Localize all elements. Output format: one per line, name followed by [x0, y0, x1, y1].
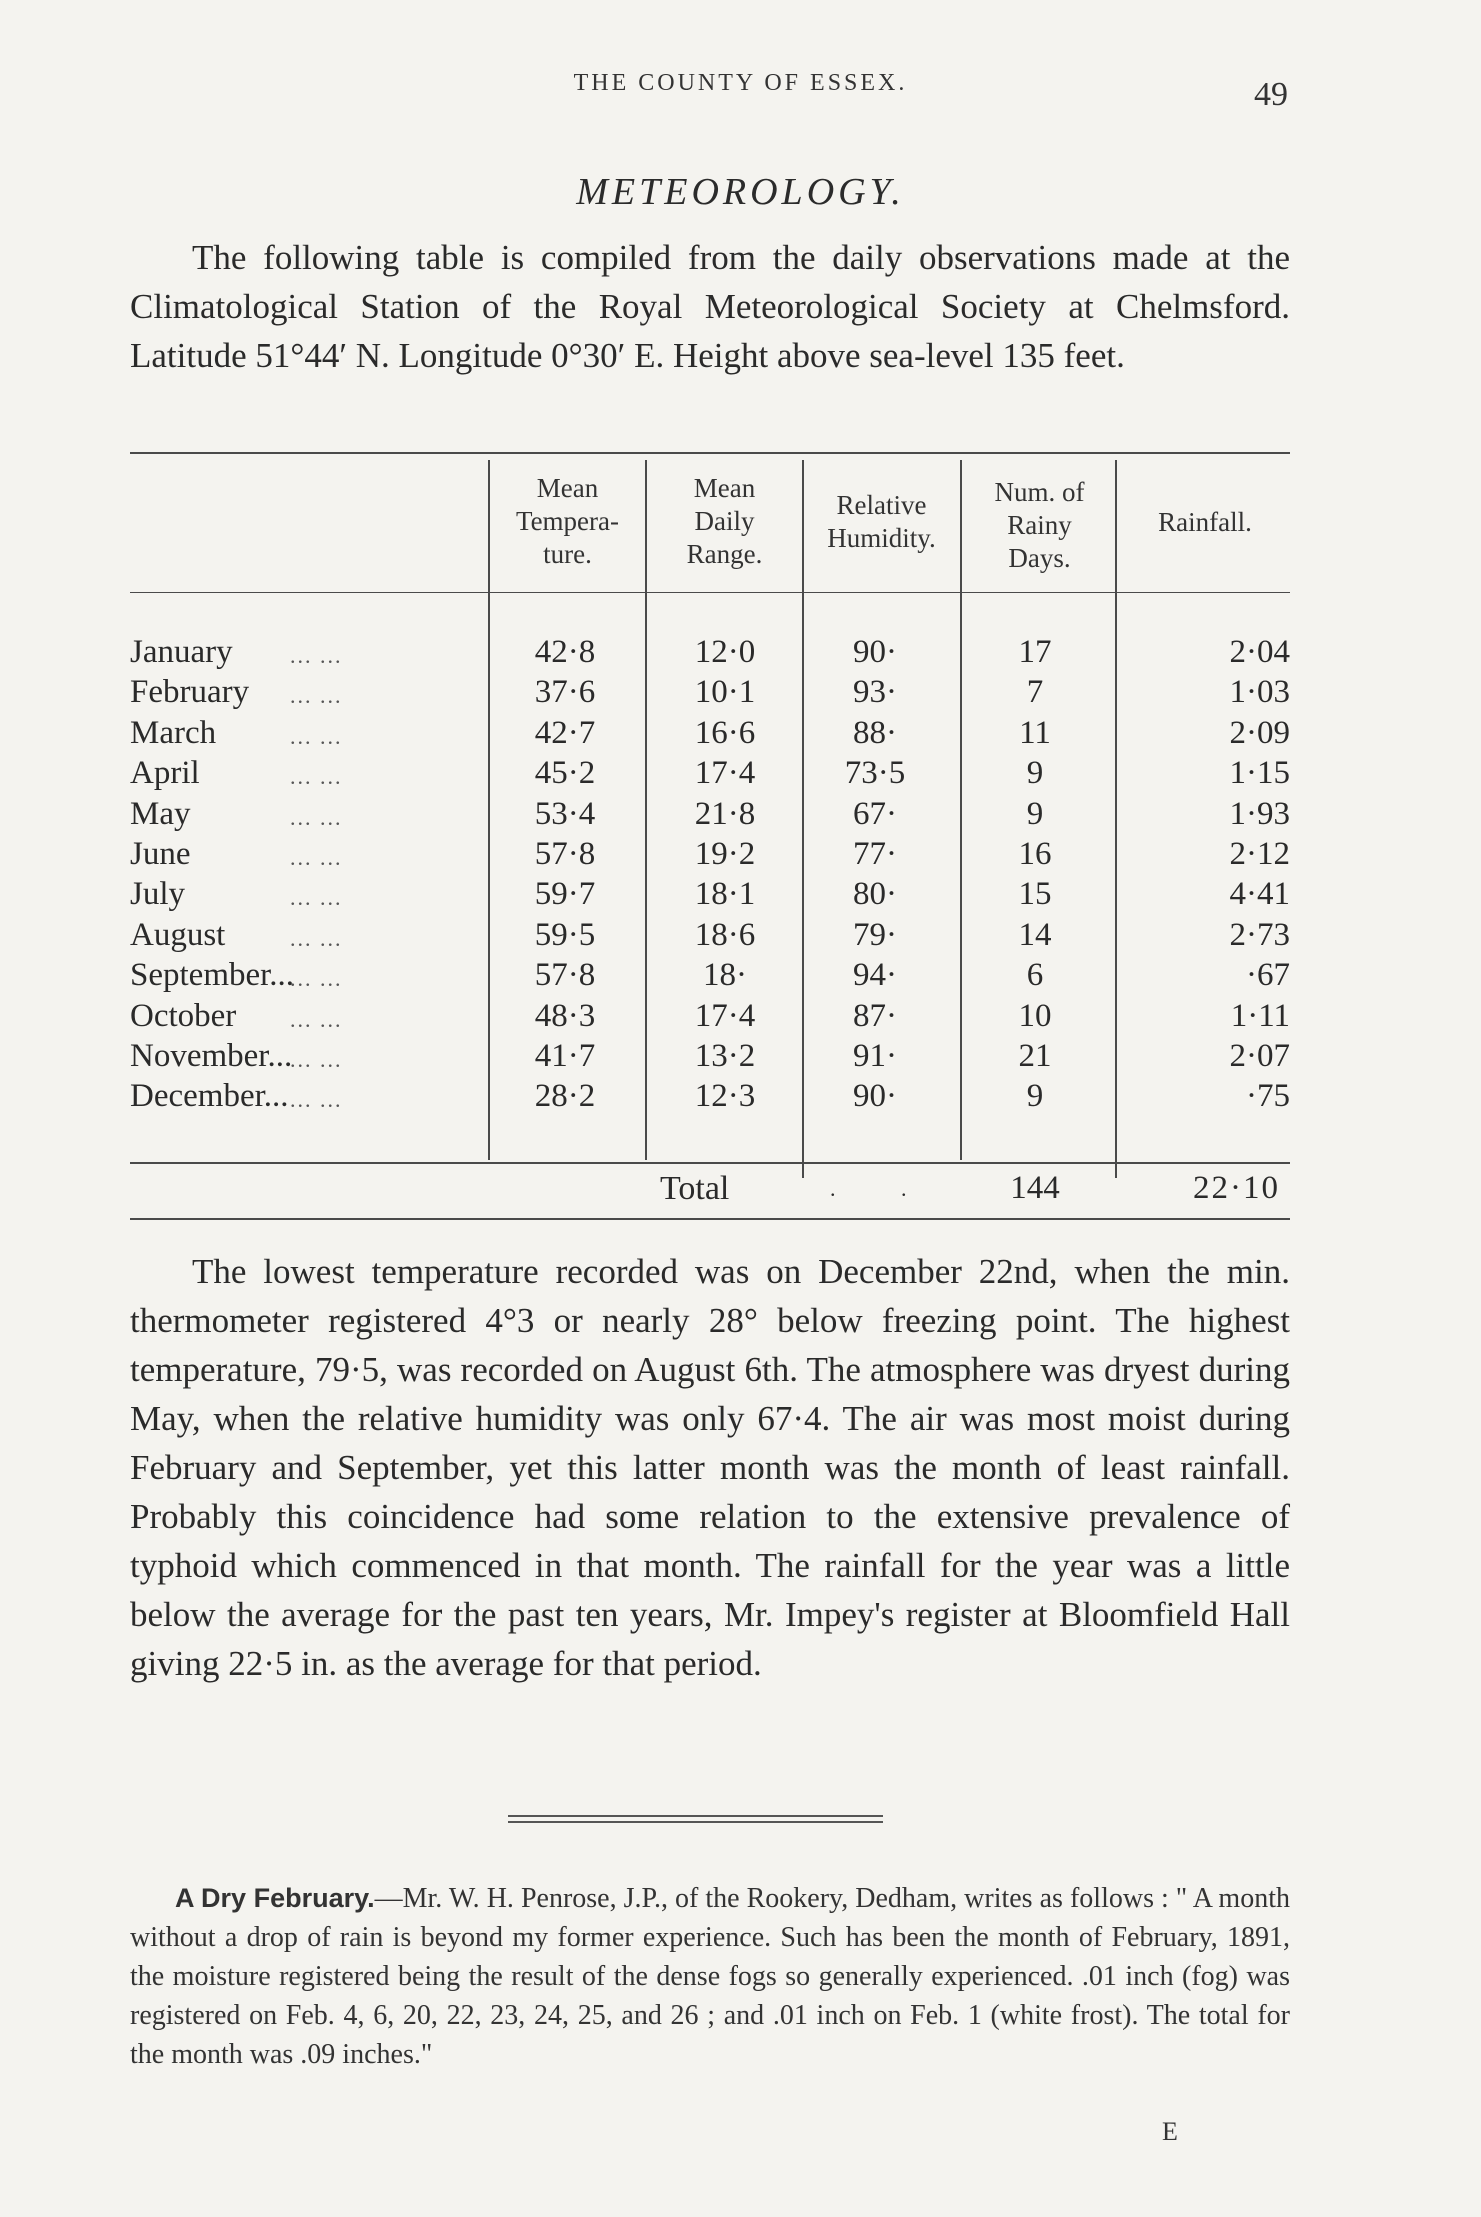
daily-range-cell: 18·1	[694, 876, 756, 913]
rainy-days-cell: 11	[1019, 714, 1051, 751]
header-rainfall: Rainfall.	[1158, 507, 1252, 537]
rainy-days-cell: 21	[1018, 1037, 1052, 1074]
humidity-cell: 90·	[853, 634, 897, 670]
total-label: Total	[660, 1170, 730, 1207]
ornamental-rule	[508, 1815, 883, 1817]
footnote-lead: A Dry February.	[175, 1883, 375, 1913]
leader-dots: ... ...	[290, 643, 343, 668]
table-top-rule	[130, 452, 1290, 454]
leader-dots: ... ...	[290, 683, 343, 709]
rainfall-cell: 2·73	[1229, 916, 1290, 953]
mean-temperature-cell: 42·7	[534, 714, 596, 751]
page-number: 49	[1254, 76, 1288, 113]
table-row	[130, 672, 1290, 712]
daily-range-cell: 10·1	[694, 674, 756, 711]
total-dots: . .	[830, 1176, 937, 1201]
mean-temperature-cell: 57·8	[534, 957, 596, 994]
total-rainfall: 22·10	[1193, 1170, 1280, 1206]
rainfall-cell: 1·03	[1229, 674, 1290, 711]
leader-dots: ... ...	[290, 844, 343, 870]
humidity-cell: 91·	[853, 1037, 897, 1074]
table-row	[130, 996, 1290, 1036]
rainy-days-cell: 6	[1026, 957, 1044, 994]
leader-dots: ... ...	[290, 966, 343, 992]
humidity-cell: 93·	[853, 674, 897, 711]
month-cell: July	[130, 876, 186, 913]
humidity-cell: 73·5	[844, 755, 906, 792]
leader-dots: ... ...	[290, 1006, 343, 1032]
rainy-days-cell: 15	[1018, 876, 1052, 913]
rainfall-cell: ·75	[1246, 1078, 1290, 1115]
table-row	[130, 1076, 1290, 1116]
month-cell: December...	[130, 1078, 289, 1115]
month-cell: June	[130, 835, 191, 872]
mean-temperature-cell: 41·7	[534, 1037, 596, 1074]
total-row	[130, 1170, 1290, 1210]
humidity-cell: 88·	[853, 714, 897, 751]
daily-range-cell: 21·8	[694, 795, 756, 832]
daily-range-cell: 16·6	[694, 714, 756, 751]
rainy-days-cell: 9	[1026, 1078, 1044, 1115]
leader-dots: ... ...	[290, 1046, 343, 1072]
rainy-days-cell: 10	[1018, 997, 1052, 1034]
month-cell: November...	[130, 1037, 293, 1074]
header-rainy-days: Num. of Rainy Days.	[994, 477, 1085, 573]
daily-range-cell: 17·4	[694, 755, 756, 792]
header-relative-humidity: Relative Humidity.	[827, 490, 936, 553]
humidity-cell: 94·	[853, 957, 897, 994]
mean-temperature-cell: 59·7	[534, 876, 596, 913]
header-mean-daily-range: Mean Daily Range.	[686, 473, 763, 569]
mean-temperature-cell: 57·8	[534, 835, 596, 872]
rainfall-cell: ·67	[1246, 957, 1290, 994]
month-cell: September...	[130, 957, 295, 994]
rainfall-cell: 2·07	[1229, 1037, 1290, 1074]
footnote-text: —Mr. W. H. Penrose, J.P., of the Rookery, Dedham, writes as follows : " A month without a drop of rain is beyond my former experience. Such has been the month of February, 1891, the moisture registered being the result of the dense fogs so generally experienced. .01 inch (fog) was registered on Feb. 4, 6, 20, 22, 23, 24, 25, and 26 ; and .01 inch on Feb. 1 (white frost). The total for the month was .09 inches."	[130, 1883, 1290, 2070]
mean-temperature-cell: 42·8	[534, 634, 596, 670]
leader-dots: ... ...	[290, 764, 343, 790]
rainfall-cell: 2·04	[1229, 634, 1290, 670]
leader-dots: ... ...	[290, 925, 343, 951]
daily-range-cell: 18·	[703, 957, 747, 994]
month-cell: February	[130, 674, 250, 711]
humidity-cell: 90·	[853, 1078, 897, 1115]
table-row	[130, 955, 1290, 995]
humidity-cell: 87·	[853, 997, 897, 1034]
humidity-cell: 67·	[853, 795, 897, 832]
leader-dots: ... ...	[290, 723, 343, 749]
month-cell: May	[130, 795, 191, 832]
ornamental-rule	[508, 1821, 883, 1823]
mean-temperature-cell: 48·3	[534, 997, 596, 1034]
humidity-cell: 80·	[853, 876, 897, 913]
table-row	[130, 834, 1290, 874]
month-cell: March	[130, 714, 217, 751]
table-body	[130, 632, 1290, 1117]
rainfall-cell: 1·93	[1229, 795, 1290, 832]
header-mean-temperature: Mean Tempera- ture.	[515, 473, 620, 569]
signature-mark: E	[1162, 2117, 1178, 2146]
rainfall-cell: 2·12	[1229, 835, 1290, 872]
rainy-days-cell: 9	[1026, 795, 1044, 832]
daily-range-cell: 19·2	[694, 835, 756, 872]
humidity-cell: 77·	[853, 835, 897, 872]
rainy-days-cell: 7	[1026, 674, 1044, 711]
table-row	[130, 874, 1290, 914]
table-bottom-rule	[130, 1218, 1290, 1220]
rainy-days-cell: 14	[1018, 916, 1052, 953]
table-row	[130, 915, 1290, 955]
rainy-days-cell: 17	[1018, 634, 1052, 670]
daily-range-cell: 12·3	[694, 1078, 756, 1115]
mean-temperature-cell: 45·2	[534, 755, 596, 792]
total-rainy-days: 144	[1010, 1170, 1060, 1206]
mean-temperature-cell: 59·5	[534, 916, 596, 953]
daily-range-cell: 13·2	[694, 1037, 756, 1074]
rainfall-cell: 4·41	[1229, 876, 1290, 913]
month-cell: January	[130, 634, 233, 670]
mean-temperature-cell: 53·4	[534, 795, 596, 832]
leader-dots: ... ...	[290, 885, 343, 911]
summary-paragraph: The lowest temperature recorded was on December 22nd, when the min. thermometer registered 4°3 or nearly 28° below freezing point. The highest temperature, 79·5, was recorded on August 6th. The atmosphere was dryest during May, when the relative humidity was only 67·4. The air was most moist during February and September, yet this latter month was the month of least rainfall. Probably this coincidence had some relation to the extensive prevalence of typhoid which commenced in that month. The rainfall for the year was a little below the average for the past ten years, Mr. Impey's register at Bloomfield Hall giving 22·5 in. as the average for that period.	[130, 1252, 1290, 1683]
running-head: THE COUNTY OF ESSEX.	[573, 70, 908, 96]
rainy-days-cell: 16	[1018, 835, 1052, 872]
daily-range-cell: 17·4	[694, 997, 756, 1034]
rainfall-cell: 1·15	[1229, 755, 1290, 792]
rainy-days-cell: 9	[1026, 755, 1044, 792]
intro-paragraph: The following table is compiled from the daily observations made at the Climatological Station of the Royal Meteorological Society at Chelmsford. Latitude 51°44′ N. Longitude 0°30′ E. Height above sea-level 135 feet.	[130, 238, 1290, 375]
mean-temperature-cell: 37·6	[534, 674, 596, 711]
meteorology-table	[130, 452, 1290, 1222]
month-cell: October	[130, 997, 237, 1034]
month-cell: August	[130, 916, 226, 953]
rainfall-cell: 2·09	[1229, 714, 1290, 751]
rainfall-cell: 1·11	[1230, 997, 1290, 1034]
footnote	[130, 1879, 1290, 2074]
table-row	[130, 713, 1290, 753]
leader-dots: ... ...	[290, 1087, 343, 1113]
daily-range-cell: 18·6	[694, 916, 756, 953]
leader-dots: ... ...	[290, 804, 343, 830]
month-cell: April	[130, 755, 200, 792]
table-row	[130, 1036, 1290, 1076]
table-row	[130, 632, 1290, 672]
table-row	[130, 753, 1290, 793]
humidity-cell: 79·	[853, 916, 897, 953]
mean-temperature-cell: 28·2	[534, 1078, 596, 1115]
table-row	[130, 794, 1290, 834]
daily-range-cell: 12·0	[694, 634, 756, 670]
section-title: METEOROLOGY.	[576, 171, 905, 213]
